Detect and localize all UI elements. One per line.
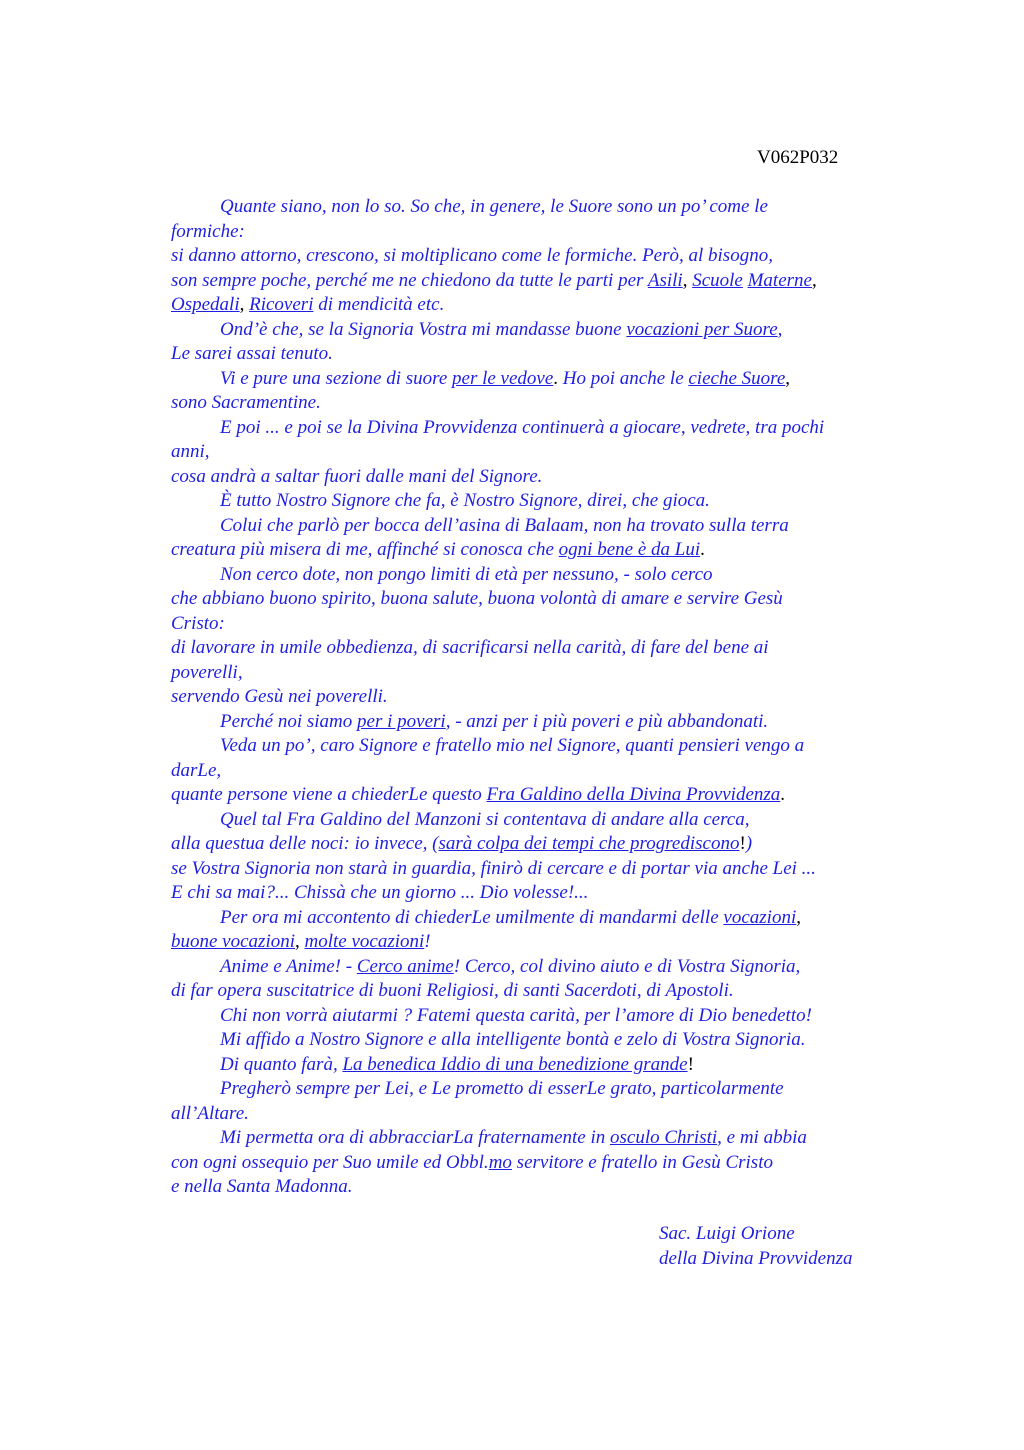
signature-name: Sac. Luigi Orione — [659, 1223, 795, 1244]
punctuation: , — [785, 367, 791, 389]
text-segment: , e mi abbia — [717, 1127, 807, 1148]
text-line — [171, 440, 886, 465]
text-line — [171, 342, 886, 367]
text-segment: cosa andrà a saltar fuori dalle mani del Signore. — [171, 465, 543, 487]
underlined-term: sarà colpa dei tempi che progrediscono — [438, 833, 740, 854]
text-line — [171, 1053, 886, 1078]
text-segment: Per ora mi accontento di chiederLe umilmente di mandarmi delle — [220, 906, 719, 928]
text-segment: alla questua delle noci: io invece, ( — [171, 833, 439, 854]
text-line — [171, 734, 886, 759]
underlined-term: Ospedali — [171, 294, 240, 315]
punctuation: ! — [739, 833, 746, 854]
text-line — [171, 416, 886, 441]
text-line — [171, 220, 886, 245]
text-segment: Non cerco dote, non pongo limiti di età per nessuno, - solo cerco — [220, 563, 713, 585]
underlined-term: osculo Christi — [610, 1127, 718, 1148]
text-segment: Mi affido a Nostro Signore e alla intelligente bontà e zelo di Vostra Signoria. — [220, 1029, 806, 1050]
text-segment: , — [777, 318, 783, 340]
underlined-term: mo — [488, 1151, 512, 1173]
text-segment: , - anzi per i più poveri e più abbandonati. — [445, 710, 769, 732]
punctuation: . — [553, 367, 559, 389]
underlined-term: Cerco anime — [356, 955, 454, 977]
text-line — [171, 661, 886, 686]
text-segment: anni, — [171, 441, 210, 462]
text-line — [171, 955, 886, 980]
text-segment: Perché noi siamo — [220, 710, 353, 732]
text-segment: di lavorare in umile obbedienza, di sacrificarsi nella carità, di fare del bene ai — [171, 637, 769, 658]
underlined-term: cieche Suore — [688, 367, 786, 389]
text-segment: E chi sa mai?... Chissà che un giorno ... Dio volesse!... — [171, 882, 589, 903]
text-segment: servendo Gesù nei poverelli. — [171, 686, 388, 707]
underlined-term: Materne — [747, 269, 812, 291]
punctuation: , — [811, 269, 817, 291]
text-segment: Chi non vorrà aiutarmi ? Fatemi questa carità, per l’amore di Dio benedetto! — [220, 1004, 812, 1026]
letter-body — [171, 195, 886, 1200]
text-segment: e nella Santa Madonna. — [171, 1176, 353, 1197]
text-line — [171, 808, 886, 833]
text-line — [171, 489, 886, 514]
underlined-term: Asili — [647, 269, 683, 291]
underlined-term: per i poveri — [357, 710, 446, 732]
text-segment: son sempre poche, perché me ne chiedono da tutte le parti per — [171, 269, 644, 291]
text-segment: Anime e Anime! - — [220, 955, 353, 977]
text-line — [171, 391, 886, 416]
text-line — [171, 857, 886, 882]
text-line — [171, 244, 886, 269]
underlined-term: buone vocazioni — [171, 931, 296, 952]
underlined-term: La benedica Iddio di una benedizione grande — [342, 1053, 688, 1075]
text-segment: se Vostra Signoria non starà in guardia, finirò di cercare e di portar via anche Lei ... — [171, 857, 816, 879]
text-line — [171, 514, 886, 539]
text-segment: si danno attorno, crescono, si moltiplicano come le formiche. Però, al bisogno, — [171, 245, 773, 266]
text-segment: che abbiano buono spirito, buona salute, buona volontà di amare e servire Gesù — [171, 588, 783, 609]
underlined-term: ogni bene è da Lui — [558, 539, 701, 560]
text-line — [171, 612, 886, 637]
text-segment: di far opera suscitatrice di buoni Religiosi, di santi Sacerdoti, di Apostoli. — [171, 980, 734, 1001]
text-segment: Quante siano, non lo so. So che, in genere, le Suore sono un po’ come le — [220, 196, 768, 217]
text-line — [171, 1175, 886, 1200]
text-line — [171, 881, 886, 906]
text-segment: Ond’è che, se la Signoria Vostra mi mandasse buone — [220, 318, 622, 340]
text-segment: sono Sacramentine. — [171, 392, 321, 413]
text-segment: creatura più misera di me, affinché si conosca che — [171, 539, 554, 560]
underlined-term: Fra Galdino della Divina Provvidenza — [486, 784, 781, 805]
punctuation: , — [239, 294, 245, 315]
text-segment: di mendicità etc. — [318, 294, 445, 315]
signature-block — [659, 1222, 852, 1271]
text-segment: servitore e fratello in Gesù Cristo — [516, 1151, 773, 1173]
text-segment: Ho poi anche le — [562, 367, 684, 389]
text-segment: quante persone viene a chiederLe questo — [171, 784, 482, 805]
text-line — [171, 587, 886, 612]
text-segment: ) — [745, 833, 753, 854]
text-segment: Le sarei assai tenuto. — [171, 343, 333, 364]
text-line — [171, 1151, 886, 1176]
text-segment: Veda un po’, caro Signore e fratello mio nel Signore, quanti pensieri vengo a — [220, 735, 805, 756]
text-line — [171, 367, 886, 392]
text-segment: poverelli, — [171, 661, 243, 683]
text-line — [171, 1077, 886, 1102]
text-line — [171, 636, 886, 661]
underlined-term: Scuole — [692, 269, 743, 291]
underlined-term: molte vocazioni — [304, 931, 425, 952]
text-line — [171, 930, 886, 955]
text-line — [171, 465, 886, 490]
text-segment: darLe, — [171, 759, 222, 781]
punctuation: , — [682, 269, 688, 291]
text-line — [171, 1004, 886, 1029]
underlined-term: Ricoveri — [249, 294, 314, 315]
text-segment: Vi e pure una sezione di suore — [220, 367, 448, 389]
underlined-term: vocazioni — [723, 906, 797, 928]
text-segment: Mi permetta ora di abbracciarLa fraternamente in — [220, 1127, 606, 1148]
text-segment: Quel tal Fra Galdino del Manzoni si contentava di andare alla cerca, — [220, 808, 750, 830]
text-line — [171, 563, 886, 588]
text-line — [171, 293, 886, 318]
text-line — [171, 1102, 886, 1127]
text-segment: formiche: — [171, 220, 245, 242]
text-line — [171, 318, 886, 343]
text-line — [171, 979, 886, 1004]
punctuation: , — [295, 931, 300, 952]
signature-title: della Divina Provvidenza — [659, 1247, 853, 1269]
text-line — [171, 832, 886, 857]
text-segment: È tutto Nostro Signore che fa, è Nostro Signore, direi, che gioca. — [220, 490, 710, 511]
text-segment: Pregherò sempre per Lei, e Le prometto di esserLe grato, particolarmente — [220, 1078, 784, 1099]
text-line — [171, 269, 886, 294]
punctuation: . — [700, 539, 705, 560]
text-segment: all’Altare. — [171, 1102, 249, 1124]
punctuation: , — [796, 906, 801, 928]
text-segment: E poi ... e poi se la Divina Provvidenza continuerà a giocare, vedrete, tra pochi — [220, 416, 825, 438]
underlined-term: vocazioni per Suore — [626, 318, 778, 340]
document-reference: V062P032 — [757, 147, 839, 168]
text-line — [171, 1028, 886, 1053]
punctuation: ! — [687, 1053, 694, 1075]
text-segment: Colui che parlò per bocca dell’asina di Balaam, non ha trovato sulla terra — [220, 514, 789, 536]
text-line — [171, 759, 886, 784]
punctuation: . — [780, 784, 786, 805]
text-line — [171, 195, 886, 220]
text-line — [171, 685, 886, 710]
text-line — [171, 906, 886, 931]
underlined-term: per le vedove — [452, 367, 554, 389]
text-line — [171, 538, 886, 563]
text-segment: ! Cerco, col divino aiuto e di Vostra Signoria, — [453, 955, 801, 977]
text-line — [171, 783, 886, 808]
text-segment: con ogni ossequio per Suo umile ed Obbl. — [171, 1151, 489, 1173]
text-segment: Cristo: — [171, 612, 225, 634]
text-segment: Di quanto farà, — [220, 1053, 338, 1075]
text-segment: ! — [424, 931, 431, 952]
text-line — [171, 710, 886, 735]
text-line — [171, 1126, 886, 1151]
